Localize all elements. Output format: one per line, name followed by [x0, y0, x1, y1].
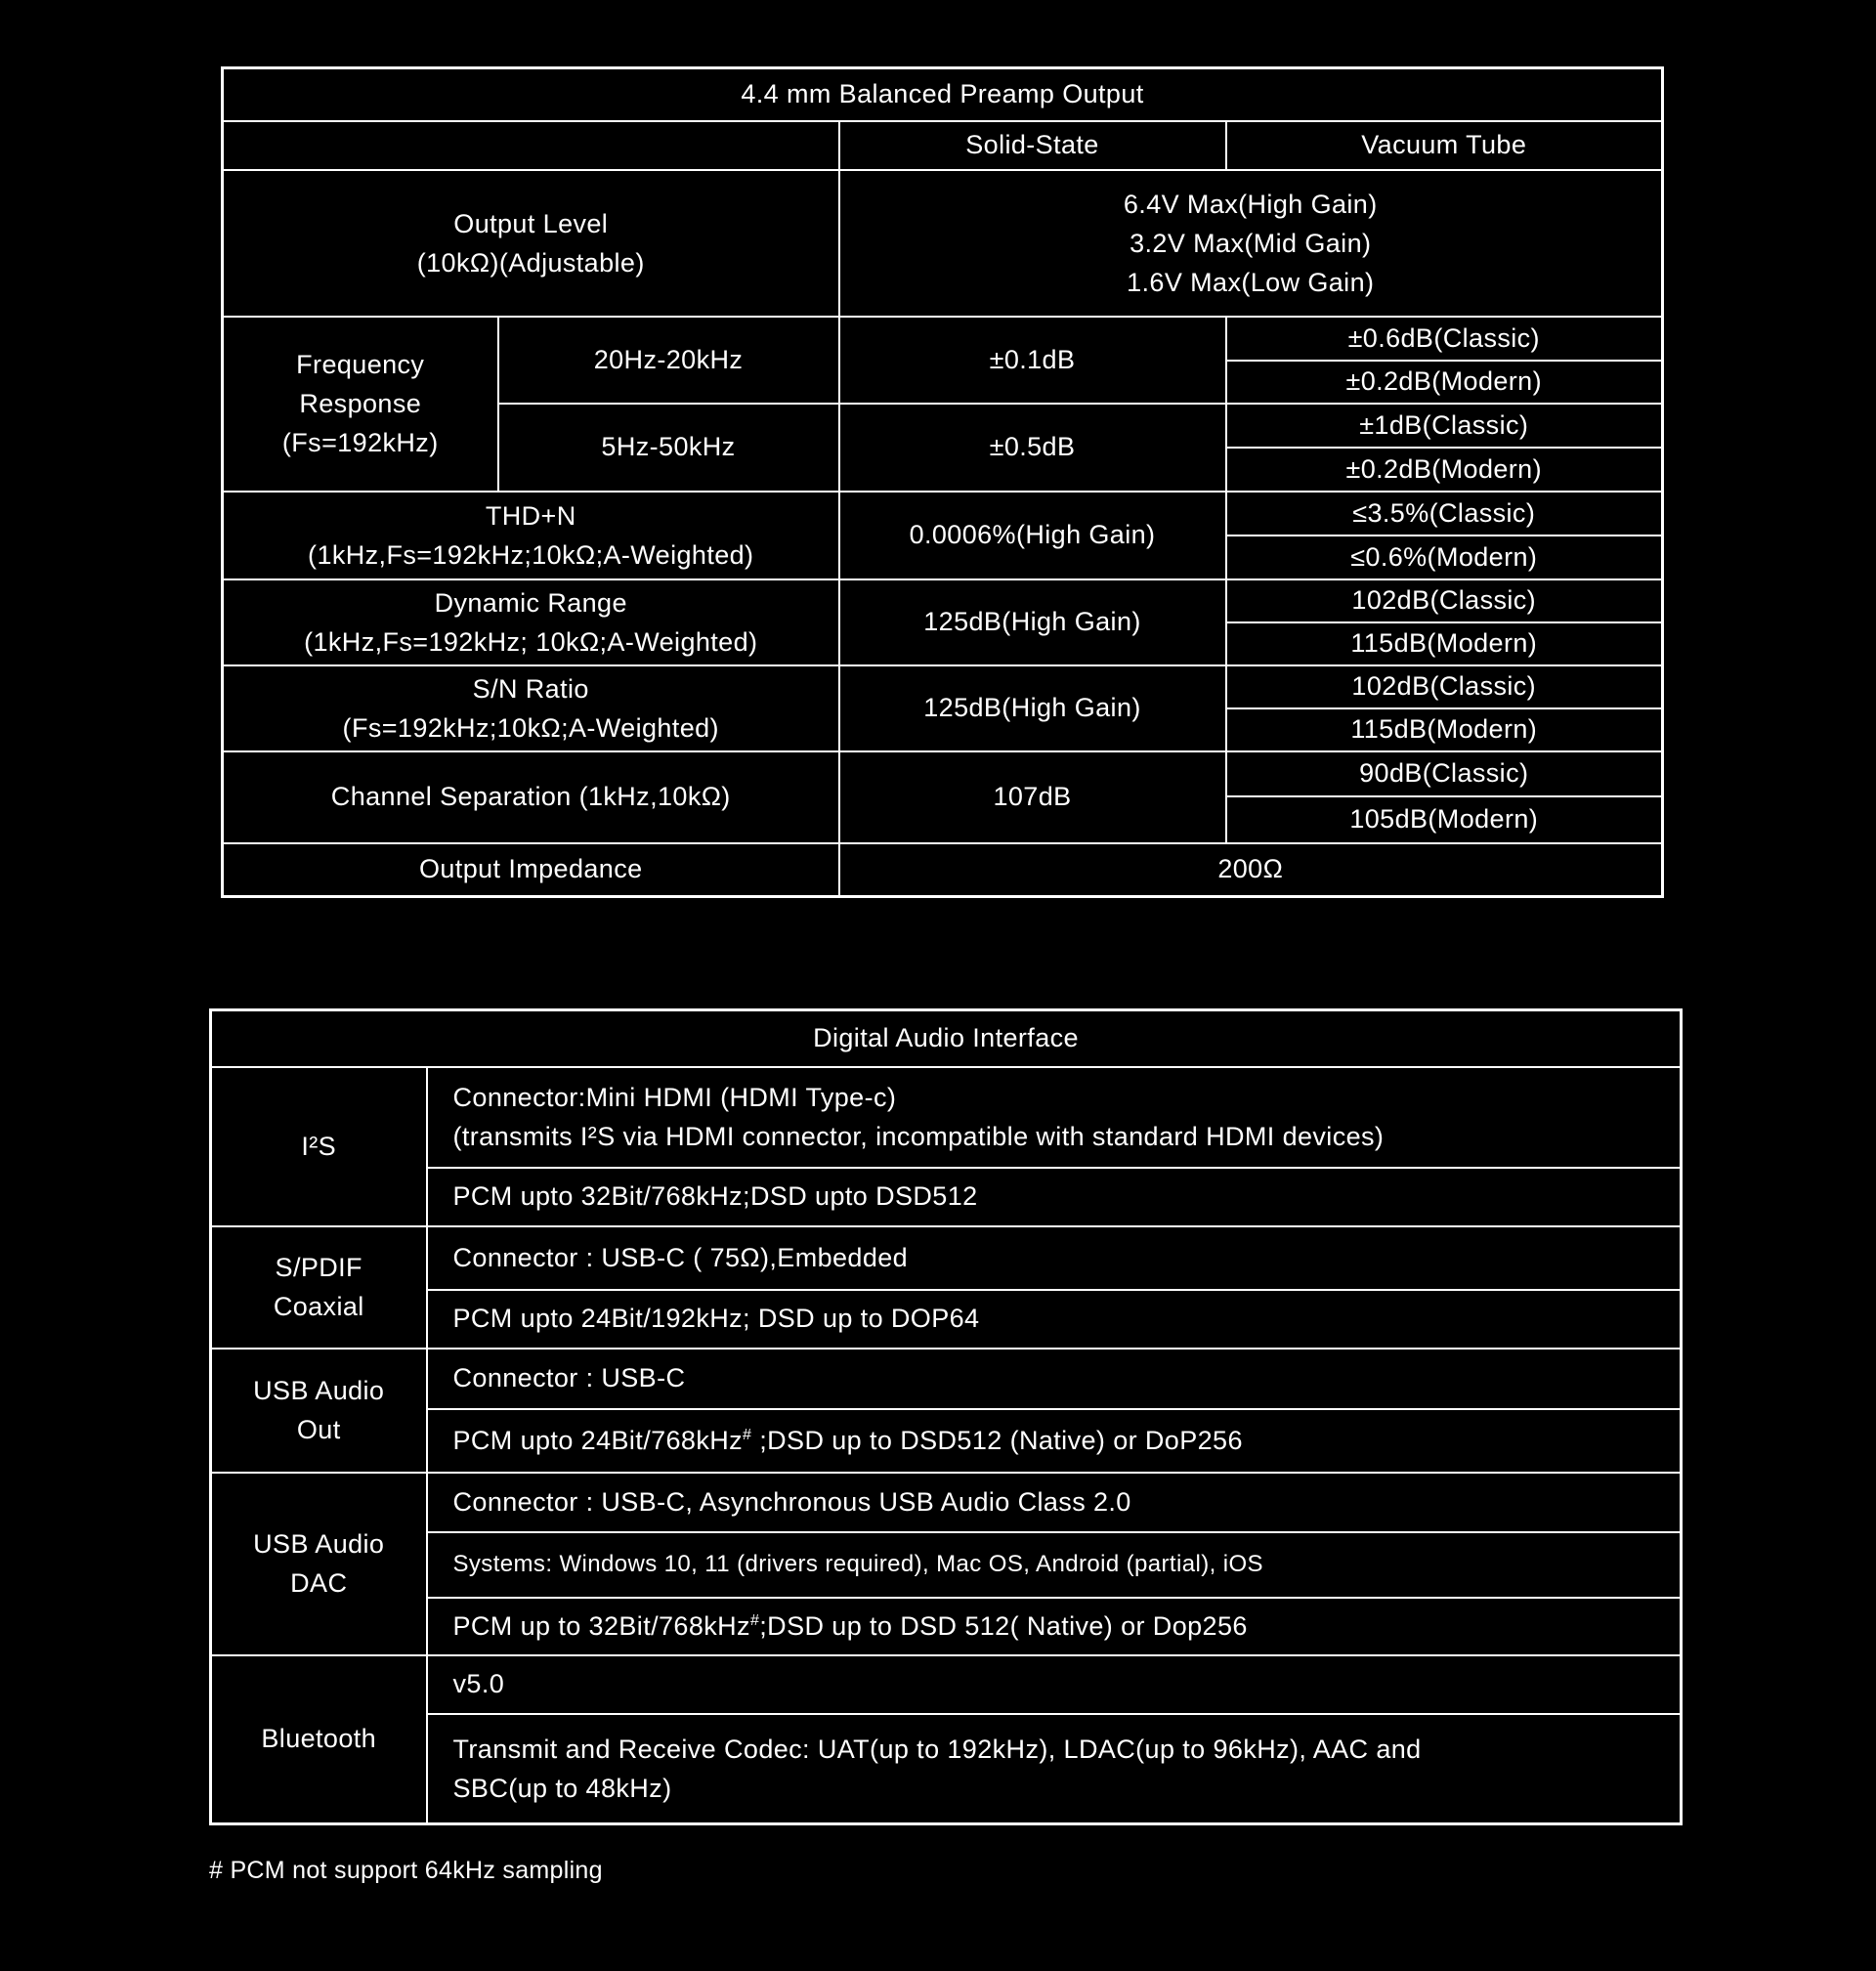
thd-label-line1: THD+N [485, 500, 576, 531]
thd-solid-value: 0.0006%(High Gain) [839, 492, 1226, 579]
usb-audio-out-pcm-cell [427, 1409, 1682, 1473]
frequency-response-label [223, 317, 498, 492]
output-level-mid-gain: 3.2V Max(Mid Gain) [1130, 228, 1372, 258]
frequency-response-label-line3: (Fs=192kHz) [281, 428, 439, 457]
frequency-response-label-line2: Response [299, 389, 422, 418]
preamp-header-empty-cell [223, 121, 839, 170]
thd-vacuum-classic: ≤3.5%(Classic) [1226, 492, 1663, 536]
output-impedance-label: Output Impedance [223, 843, 839, 897]
usb-audio-out-label [211, 1349, 427, 1473]
bluetooth-version-cell: v5.0 [427, 1655, 1682, 1714]
channel-separation-label: Channel Separation (1kHz,10kΩ) [223, 751, 839, 843]
usb-audio-dac-connector-cell: Connector : USB-C, Asynchronous USB Audio Class 2.0 [427, 1473, 1682, 1532]
usb-audio-dac-systems-cell: Systems: Windows 10, 11 (drivers required), Mac OS, Android (partial), iOS [427, 1532, 1682, 1598]
thd-vacuum-modern: ≤0.6%(Modern) [1226, 536, 1663, 579]
bluetooth-codec-line2: SBC(up to 48kHz) [452, 1773, 672, 1803]
thd-label [223, 492, 839, 579]
digital-audio-interface-table [209, 1008, 1683, 1825]
pcm-footnote: # PCM not support 64kHz sampling [209, 1857, 603, 1884]
usb-audio-dac-pcm-footnote-mark: # [749, 1611, 760, 1629]
usb-audio-dac-pcm-cell [427, 1598, 1682, 1655]
frequency-vacuum-classic-1: ±0.6dB(Classic) [1226, 317, 1663, 361]
preamp-table-title: 4.4 mm Balanced Preamp Output [223, 68, 1663, 121]
usb-audio-dac-label [211, 1473, 427, 1655]
frequency-solid-value-1: ±0.1dB [839, 317, 1226, 404]
usb-audio-out-label-line1: USB Audio [253, 1376, 385, 1405]
snr-solid-value: 125dB(High Gain) [839, 665, 1226, 751]
snr-vacuum-modern: 115dB(Modern) [1226, 708, 1663, 751]
i2s-pcm-cell: PCM upto 32Bit/768kHz;DSD upto DSD512 [427, 1168, 1682, 1226]
digital-table-title: Digital Audio Interface [211, 1010, 1682, 1067]
usb-audio-out-pcm-footnote-mark: # [743, 1426, 752, 1443]
usb-audio-dac-label-line1: USB Audio [253, 1529, 385, 1559]
spdif-pcm-cell: PCM upto 24Bit/192kHz; DSD up to DOP64 [427, 1290, 1682, 1349]
usb-audio-dac-pcm-text-2: ;DSD up to DSD 512( Native) or Dop256 [759, 1610, 1248, 1641]
i2s-connector-line1: Connector:Mini HDMI (HDMI Type-c) [452, 1083, 897, 1112]
output-level-high-gain: 6.4V Max(High Gain) [1123, 189, 1378, 219]
channel-separation-vacuum-classic: 90dB(Classic) [1226, 751, 1663, 796]
frequency-vacuum-classic-2: ±1dB(Classic) [1226, 404, 1663, 448]
column-header-vacuum-tube: Vacuum Tube [1226, 121, 1663, 170]
i2s-connector-cell [427, 1067, 1682, 1168]
output-impedance-value: 200Ω [839, 843, 1663, 897]
output-level-label-line1: Output Level [453, 208, 609, 238]
snr-label-line2: (Fs=192kHz;10kΩ;A-Weighted) [342, 712, 719, 743]
spdif-label-line1: S/PDIF [275, 1253, 362, 1282]
usb-audio-out-connector-cell: Connector : USB-C [427, 1349, 1682, 1409]
bluetooth-codec-line1: Transmit and Receive Codec: UAT(up to 192kHz), LDAC(up to 96kHz), AAC and [452, 1734, 1422, 1764]
preamp-output-table [221, 66, 1664, 898]
dynamic-range-label-line1: Dynamic Range [434, 587, 627, 618]
usb-audio-out-pcm-text: PCM upto 24Bit/768kHz [452, 1425, 744, 1455]
output-level-label [223, 170, 839, 317]
spdif-label-line2: Coaxial [273, 1292, 364, 1321]
dynamic-range-label-line2: (1kHz,Fs=192kHz; 10kΩ;A-Weighted) [304, 626, 758, 657]
bluetooth-label: Bluetooth [211, 1655, 427, 1824]
usb-audio-out-label-line2: Out [296, 1415, 341, 1444]
output-level-value [839, 170, 1663, 317]
spdif-label [211, 1226, 427, 1349]
dynamic-range-label [223, 579, 839, 665]
dynamic-range-solid-value: 125dB(High Gain) [839, 579, 1226, 665]
frequency-response-label-line1: Frequency [296, 350, 425, 379]
frequency-vacuum-modern-2: ±0.2dB(Modern) [1226, 448, 1663, 492]
channel-separation-vacuum-modern: 105dB(Modern) [1226, 796, 1663, 843]
usb-audio-out-pcm-text-2: ;DSD up to DSD512 (Native) or DoP256 [751, 1425, 1243, 1455]
dynamic-range-vacuum-modern: 115dB(Modern) [1226, 622, 1663, 665]
column-header-solid-state: Solid-State [839, 121, 1226, 170]
output-level-low-gain: 1.6V Max(Low Gain) [1127, 267, 1375, 297]
snr-vacuum-classic: 102dB(Classic) [1226, 665, 1663, 708]
frequency-vacuum-modern-1: ±0.2dB(Modern) [1226, 361, 1663, 404]
channel-separation-solid-value: 107dB [839, 751, 1226, 843]
bluetooth-codec-cell [427, 1714, 1682, 1824]
thd-label-line2: (1kHz,Fs=192kHz;10kΩ;A-Weighted) [308, 539, 754, 570]
snr-label [223, 665, 839, 751]
i2s-connector-line2: (transmits I²S via HDMI connector, incompatible with standard HDMI devices) [452, 1122, 1385, 1151]
dynamic-range-vacuum-classic: 102dB(Classic) [1226, 579, 1663, 622]
frequency-range-5hz-50khz: 5Hz-50kHz [498, 404, 839, 492]
usb-audio-dac-label-line2: DAC [290, 1568, 348, 1598]
i2s-label: I²S [211, 1067, 427, 1226]
frequency-range-20hz-20khz: 20Hz-20kHz [498, 317, 839, 404]
usb-audio-dac-pcm-text: PCM up to 32Bit/768kHz [452, 1610, 750, 1641]
output-level-label-line2: (10kΩ)(Adjustable) [416, 247, 645, 278]
spdif-connector-cell: Connector : USB-C ( 75Ω),Embedded [427, 1226, 1682, 1290]
frequency-solid-value-2: ±0.5dB [839, 404, 1226, 492]
snr-label-line1: S/N Ratio [472, 673, 589, 704]
